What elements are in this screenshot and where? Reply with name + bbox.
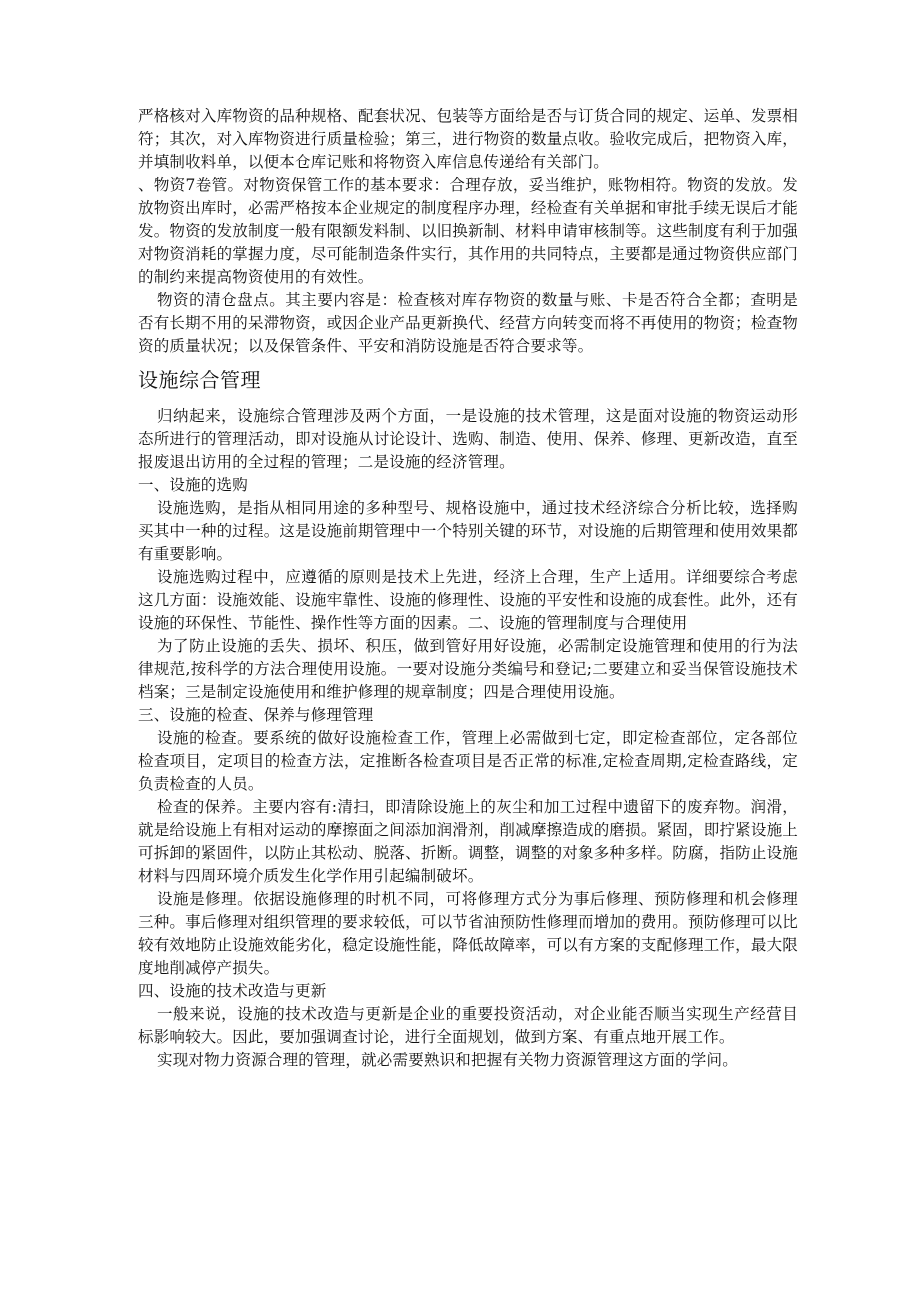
paragraph-inspection: 设施的检查。要系统的做好设施检查工作，管理上必需做到七定，即定检查部位，定各部位检查项目，定项目的检查方法，定推断各检查项目是否正常的标准,定检查周期,定检查路线，定负责检查的人员。 (138, 729, 798, 793)
section-title: 设施综合管理 (138, 368, 261, 392)
paragraph-maintenance: 检查的保养。主要内容有:清扫，即清除设施上的灰尘和加工过程中遗留下的废弃物。润滑，就是给设施上有相对运动的摩擦面之间添加润滑剂，削减摩擦造成的磨损。紧固，即拧紧设施上可拆卸的紧固件，以防止其松动、脱落、折断。调整，调整的对象多种多样。防腐，指防止设施材料与四周环境介质发生化学作用引起编制破坏。 (138, 798, 798, 885)
paragraph-renewal: 一般来说，设施的技术改造与更新是企业的重要投资活动，对企业能否顺当实现生产经营目标影响较大。因此，要加强调查讨论，进行全面规划，做到方案、有重点地开展工作。 (138, 1005, 798, 1046)
paragraph-inventory-check: 物资的清仓盘点。其主要内容是：检查核对库存物资的数量与账、卡是否符合全都；查明是否有长期不用的呆滞物资，或因企业产品更新换代、经营方向转变而将不再使用的物资；检查物资的质量状况；以及保管条件、平安和消防设施是否符合要求等。 (138, 291, 798, 355)
paragraph-receiving-inspection: 严格核对入库物资的品种规格、配套状况、包装等方面给是否与订货合同的规定、运单、发票相符；其次，对入库物资进行质量检验；第三，进行物资的数量点收。验收完成后，把物资入库，并填制收料单，以便本仓库记账和将物资入库信息传递给有关部门。 (138, 107, 798, 171)
paragraph-repair: 设施是修理。依据设施修理的时机不同，可将修理方式分为事后修理、预防修理和机会修理三种。事后修理对组织管理的要求较低，可以节省油预防性修理而增加的费用。预防修理可以比较有效地防止设施效能劣化，稳定设施性能，降低故障率，可以有方案的支配修理工作，最大限度地削减停产损失。 (138, 890, 798, 977)
document-body (138, 105, 798, 1072)
subsection-title-selection: 一、设施的选购 (138, 476, 248, 494)
paragraph-storage-issuing: 、物资7卷管。对物资保管工作的基本要求：合理存放，妥当维护，账物相符。物资的发放。发放物资出库时，必需严格按本企业规定的制度程序办理，经检查有关单据和审批手续无误后才能发。物资的发放制度一般有限额发料制、以旧换新制、材料申请审核制等。这些制度有利于加强对物资消耗的掌握力度，尽可能制造条件实行，其作用的共同特点，主要都是通过物资供应部门的制约来提高物资使用的有效性。 (138, 176, 798, 286)
subsection-title-renewal: 四、设施的技术改造与更新 (138, 982, 327, 1000)
paragraph-selection-definition: 设施选购，是指从相同用途的多种型号、规格设施中，通过技术经济综合分析比较，选择购买其中一种的过程。这是设施前期管理中一个特别关键的环节，对设施的后期管理和使用效果都有重要影响。 (138, 499, 798, 563)
paragraph-intro: 归纳起来，设施综合管理涉及两个方面，一是设施的技术管理，这是面对设施的物资运动形态所进行的管理活动，即对设施从讨论设计、选购、制造、使用、保养、修理、更新改造，直至报废退出访用的全过程的管理；二是设施的经济管理。 (138, 407, 798, 471)
paragraph-closing: 实现对物力资源合理的管理，就必需要熟识和把握有关物力资源管理这方面的学问。 (157, 1051, 738, 1069)
paragraph-management-system: 为了防止设施的丢失、损坏、积压，做到管好用好设施，必需制定设施管理和使用的行为法律规范,按科学的方法合理使用设施。一要对设施分类编号和登记;二要建立和妥当保管设施技术档案；三是制定设施使用和维护修理的规章制度；四是合理使用设施。 (138, 637, 798, 701)
subsection-title-inspection: 三、设施的检查、保养与修理管理 (138, 706, 374, 724)
paragraph-selection-principles: 设施选购过程中，应遵循的原则是技术上先进，经济上合理，生产上适用。详细要综合考虑这几方面：设施效能、设施牢靠性、设施的修理性、设施的平安性和设施的成套性。此外，还有设施的环保性、节能性、操作性等方面的因素。二、设施的管理制度与合理使用 (138, 568, 798, 632)
